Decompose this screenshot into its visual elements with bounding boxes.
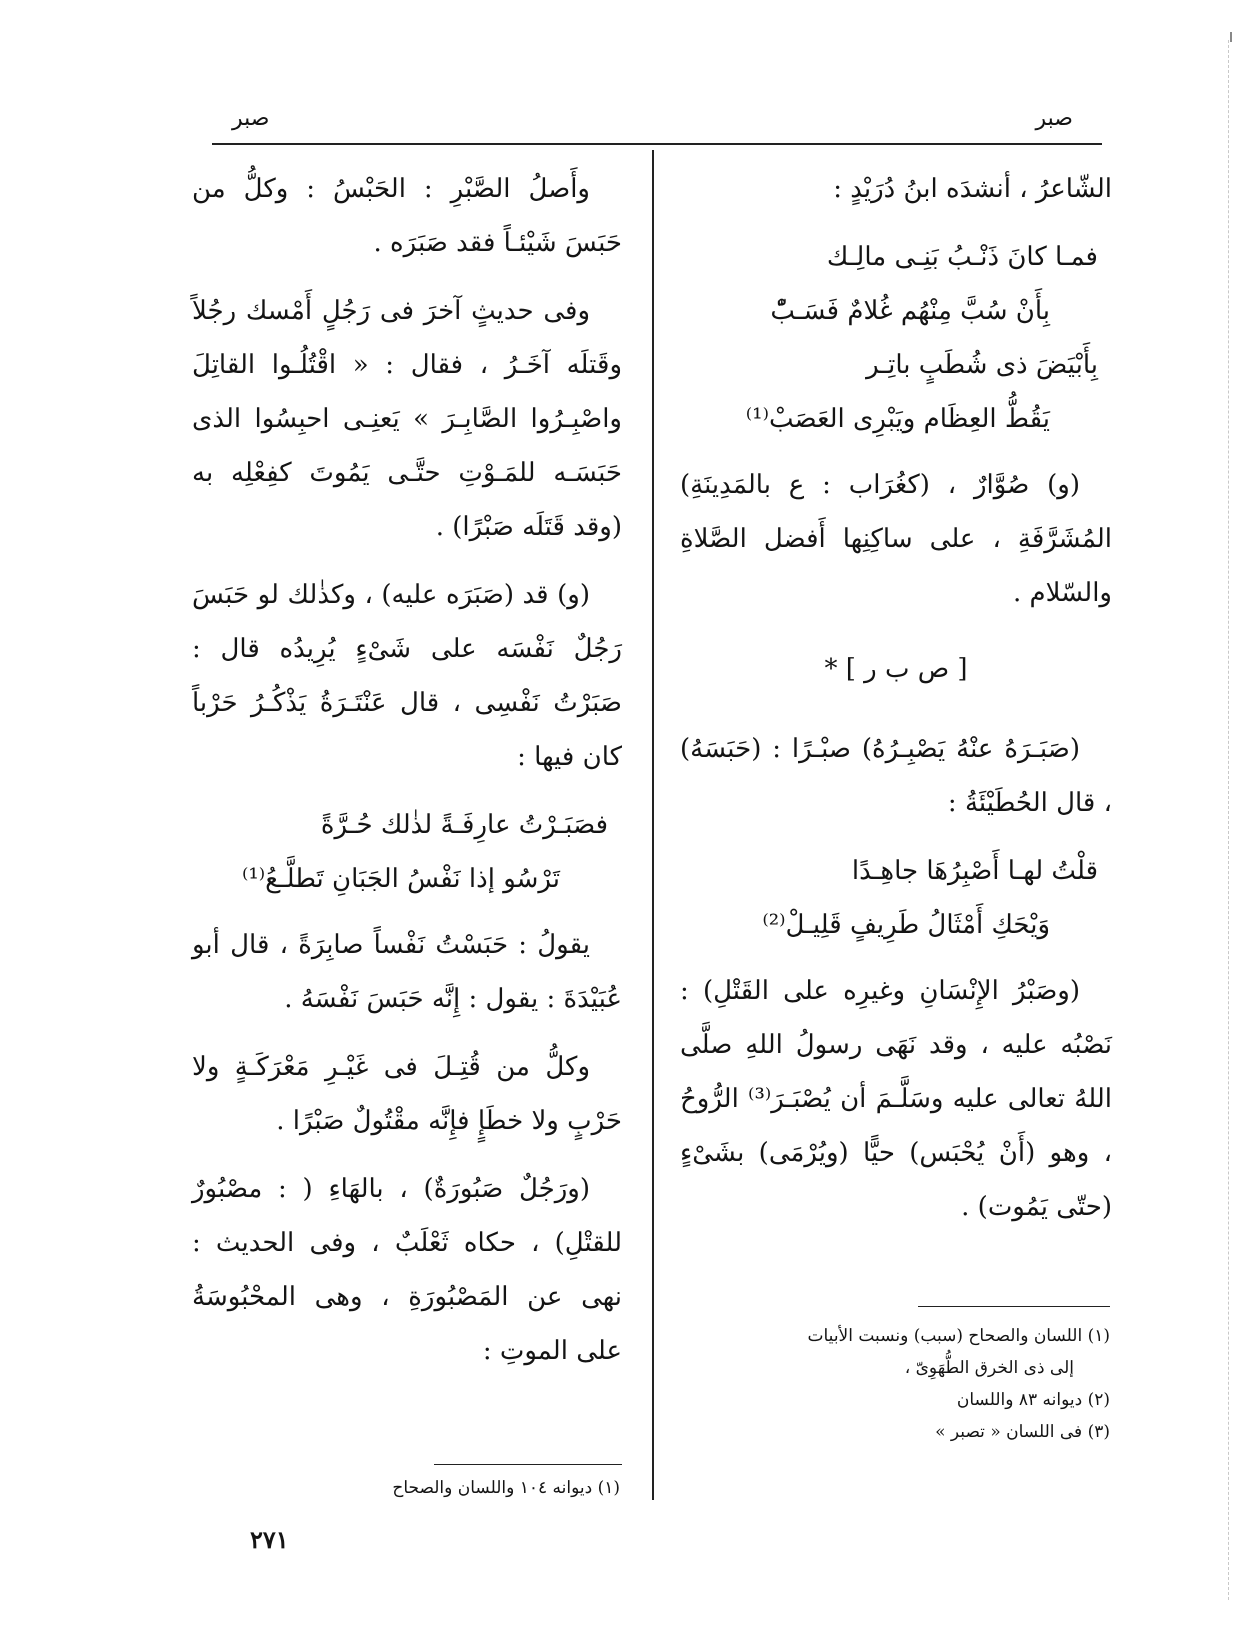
verse-line: بِأَنْ سُبَّ مِنْهُم غُلامٌ فَسَـبّْ bbox=[770, 296, 1050, 326]
page-number: ٢٧١ bbox=[250, 1525, 289, 1554]
paragraph: (وصَبْرُ الإِنْسَانِ وغيرِه على القَتْلِ) : نَصْبُه عليه ، وقد نَهَى رسولُ اللهِ صلَّى اللهُ تعالى عليه وسَلَّـمَ أن يُصْبَـرَ⁽³⁾ الرُّوحُ ، وهو (أَنْ يُحْبَس) حيًّا (ويُرْمَى) بشَىْءٍ (حتّى يَمُوت) . bbox=[680, 976, 1112, 1222]
paragraph: وفى حديثٍ آخرَ فى رَجُلٍ أَمْسك رجُلاً وقَتلَه آخَـرُ ، فقال : « اقْتُلُـوا القاتِلَ واصْبِـرُوا الصَّابِـرَ » يَعنِـى احبِسُوا الذى حَبَسَـه للمَـوْتِ حتَّـى يَمُوتَ كفِعْلِه به (وقد قَتَلَه صَبْرًا) . bbox=[192, 296, 622, 542]
verse bbox=[680, 230, 1112, 446]
paragraph: وأَصلُ الصَّبْرِ : الحَبْسُ : وكلُّ من حَبَسَ شَيْئـاً فقد صَبَرَه . bbox=[192, 174, 622, 258]
footnote: (١) اللسان والصحاح (سبب) ونسبت الأبيات bbox=[807, 1326, 1110, 1346]
verse-line: تَرْسُو إذا نَفْسُ الجَبَانِ تَطلَّـعُ⁽¹⁾ bbox=[241, 864, 560, 894]
paragraph: الشّاعرُ ، أنشدَه ابنُ دُرَيْدٍ : bbox=[833, 174, 1112, 204]
scan-edge-mark bbox=[1230, 32, 1232, 42]
verse-line: فمـا كانَ ذَنْـبُ بَنِـى مالِـك bbox=[826, 242, 1098, 272]
paragraph: وكلُّ من قُتِـلَ فى غَيْـرِ مَعْرَكَـةٍ ولا حَرْبٍ ولا خطَإٍ فإِنَّه مقْتُولٌ صَبْرًا . bbox=[192, 1052, 622, 1136]
verse-line: وَيْحَكِ أَمْثَالُ طَرِيفٍ قَلِيـلْ⁽²⁾ bbox=[762, 910, 1050, 940]
column-divider bbox=[652, 150, 654, 1500]
running-header-right: صبر bbox=[1035, 106, 1073, 131]
paragraph: (و) قد (صَبَرَه عليه) ، وكذٰلك لو حَبَسَ رَجُلٌ نَفْسَه على شَىْءٍ يُرِيدُه قال : صَبَرْتُ نَفْسِى ، قال عَنْتَـرَةُ يَذْكُـرُ حَرْباً كان فيها : bbox=[192, 580, 622, 772]
verse bbox=[680, 844, 1112, 952]
left-column bbox=[192, 162, 622, 1392]
footnotes-right bbox=[680, 1320, 1110, 1448]
paragraph: (و) صُوَّارٌ ، (كغُرَاب : ع بالمَدِينَةِ) المُشَرَّفَةِ ، على ساكِنِها أَفضل الصَّلاةِ والسّلام . bbox=[680, 470, 1112, 608]
paragraph: (ورَجُلٌ صَبُورَةٌ) ، بالهَاءِ ( : مصْبُورٌ للقتْلِ) ، حكاه ثَعْلَبٌ ، وفى الحديث : نهى عن المَصْبُورَةِ ، وهى المحْبُوسَةُ على الموتِ : bbox=[192, 1174, 622, 1366]
verse bbox=[192, 798, 622, 906]
verse-line: قلْتُ لهـا أَصْبِرُهَا جاهِـدًا bbox=[851, 856, 1098, 886]
running-header-left: صبر bbox=[232, 106, 270, 131]
footnote-rule bbox=[918, 1306, 1110, 1307]
footnote: إلى ذى الخرق الطُّهَوِىّ ، bbox=[904, 1358, 1074, 1378]
verse-line: يَقُطُّ العِظَام ويَبْرِى العَصَبْ⁽¹⁾ bbox=[745, 404, 1050, 434]
header-rule bbox=[212, 143, 1102, 145]
entry-heading: [ ص ب ر ] * bbox=[824, 654, 968, 684]
scan-edge-line bbox=[1228, 40, 1229, 1600]
footnotes-left bbox=[320, 1472, 620, 1504]
footnote-rule bbox=[434, 1464, 622, 1465]
paragraph: يقولُ : حَبَسْتُ نَفْساً صابِرَةً ، قال أبو عُبَيْدَةَ : يقول : إِنَّه حَبَسَ نَفْسَهُ . bbox=[192, 930, 622, 1014]
paragraph: (صَبَـرَهُ عنْهُ يَصْبِـرُهُ) صبْـرًا : (حَبَسَهُ) ، قال الحُطَيْئَةُ : bbox=[680, 734, 1112, 818]
right-column bbox=[680, 162, 1112, 1248]
footnote: (٣) فى اللسان « تصبر » bbox=[935, 1422, 1110, 1442]
footnote: (١) ديوانه ١٠٤ واللسان والصحاح bbox=[392, 1478, 620, 1498]
footnote: (٢) ديوانه ٨٣ واللسان bbox=[956, 1390, 1110, 1410]
verse-line: بِأَبْيَضَ ذى شُطَبٍ باتِـر bbox=[866, 350, 1098, 380]
verse-line: فصَبَـرْتُ عارِفَـةً لذٰلك حُـرَّةً bbox=[320, 810, 608, 840]
